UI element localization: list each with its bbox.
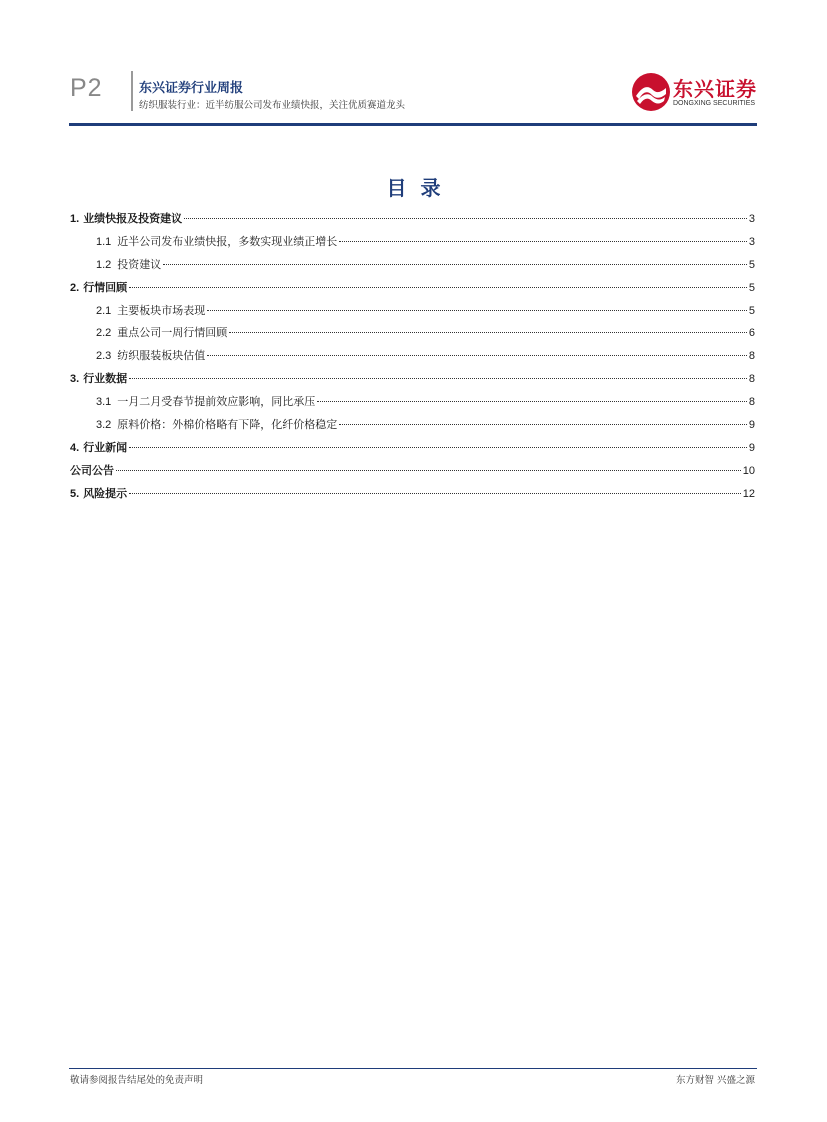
toc-entry-label <box>70 439 127 455</box>
toc-entry-text: 纺织服装板块估值 <box>117 349 206 363</box>
toc-entry[interactable] <box>70 279 755 302</box>
toc-entry-number: 2.1 <box>96 304 112 317</box>
toc-entry-page: 5 <box>748 304 755 317</box>
toc-leader-dots <box>129 447 747 448</box>
toc-entry-page: 12 <box>742 487 755 500</box>
report-name: 东兴证券行业周报 <box>139 81 244 96</box>
toc-entry-text: 行业新闻 <box>83 440 128 454</box>
company-logo <box>631 72 761 116</box>
toc-entry[interactable] <box>70 439 755 462</box>
toc-entry-text: 一月二月受春节提前效应影响，同比承压 <box>117 395 316 409</box>
toc-entry-label <box>96 347 205 363</box>
toc-entry[interactable] <box>70 347 755 370</box>
toc-entry-number: 3.2 <box>96 419 112 432</box>
toc-entry-page: 8 <box>748 350 755 363</box>
footer-slogan: 东方财智 兴盛之源 <box>675 1075 755 1086</box>
toc-entry-label <box>96 256 161 272</box>
toc-entry-text: 重点公司一周行情回顾 <box>117 326 228 340</box>
toc-list <box>70 210 755 508</box>
toc-leader-dots <box>184 218 747 219</box>
toc-entry[interactable] <box>70 302 755 325</box>
toc-entry-text: 投资建议 <box>117 257 162 271</box>
logo-name-en: DONGXING SECURITIES <box>673 100 756 107</box>
toc-leader-dots <box>339 424 747 425</box>
toc-entry-number: 2.3 <box>96 350 112 363</box>
toc-entry-label <box>70 210 182 226</box>
toc-entry-number: 4. <box>70 441 80 454</box>
toc-entry[interactable] <box>70 370 755 393</box>
page-number: P2 <box>70 74 103 102</box>
toc-entry-number: 1. <box>70 213 80 225</box>
toc-entry-page: 3 <box>748 213 755 225</box>
toc-entry[interactable] <box>70 324 755 347</box>
toc-entry-text: 业绩快报及投资建议 <box>83 212 183 225</box>
toc-entry[interactable] <box>70 393 755 416</box>
toc-leader-dots <box>317 401 747 402</box>
toc-entry-text: 近半公司发布业绩快报，多数实现业绩正增长 <box>117 234 338 248</box>
toc-entry-label <box>96 302 205 318</box>
toc-leader-dots <box>229 332 747 333</box>
toc-entry[interactable] <box>70 256 755 279</box>
toc-entry-text: 主要板块市场表现 <box>117 303 206 317</box>
toc-entry-label <box>70 370 127 386</box>
toc-entry-number: 3.1 <box>96 396 112 409</box>
toc-entry-label <box>96 233 337 249</box>
toc-entry-label <box>96 393 315 409</box>
toc-entry[interactable] <box>70 485 755 508</box>
toc-entry-label <box>70 279 127 295</box>
toc-entry[interactable] <box>70 416 755 439</box>
toc-entry-text: 风险提示 <box>83 486 128 500</box>
toc-leader-dots <box>339 241 747 242</box>
toc-leader-dots <box>163 264 747 265</box>
toc-entry-text: 行情回顾 <box>83 280 128 294</box>
logo-mark-icon <box>631 72 671 112</box>
toc-leader-dots <box>207 355 747 356</box>
toc-entry[interactable] <box>70 233 755 256</box>
toc-entry-number: 1.2 <box>96 258 112 271</box>
disclaimer-note: 敬请参阅报告结尾处的免责声明 <box>70 1075 204 1086</box>
toc-entry-page: 9 <box>748 419 755 432</box>
toc-entry-number: 1.1 <box>96 235 112 248</box>
toc-entry-page: 9 <box>748 441 755 454</box>
toc-entry-page: 8 <box>748 396 755 409</box>
toc-entry-number: 2. <box>70 281 80 294</box>
toc-entry-text: 原料价格：外棉价格略有下降，化纤价格稳定 <box>117 418 338 432</box>
toc-entry-page: 6 <box>748 327 755 340</box>
toc-entry-number: 3. <box>70 373 80 386</box>
toc-entry-label <box>96 416 337 432</box>
toc-entry-label <box>96 324 227 340</box>
header-rule <box>69 123 757 126</box>
toc-entry-page: 5 <box>748 281 755 294</box>
toc-entry-page: 3 <box>748 235 755 248</box>
toc-leader-dots <box>116 470 741 471</box>
toc-entry-text: 公司公告 <box>70 463 114 477</box>
toc-entry-page: 10 <box>742 464 755 477</box>
header-divider <box>131 71 133 111</box>
toc-leader-dots <box>207 310 747 311</box>
toc-entry-number: 5. <box>70 487 80 500</box>
logo-name-cn: 东兴证券 <box>673 77 757 101</box>
toc-leader-dots <box>129 378 747 379</box>
toc-entry-number: 2.2 <box>96 327 112 340</box>
toc-entry[interactable] <box>70 210 755 233</box>
toc-leader-dots <box>129 287 747 288</box>
toc-entry-page: 8 <box>748 373 755 386</box>
footer-rule <box>69 1068 757 1069</box>
toc-entry-text: 行业数据 <box>83 372 128 386</box>
toc-entry[interactable] <box>70 462 755 485</box>
toc-leader-dots <box>129 493 741 494</box>
toc-entry-label <box>70 485 127 501</box>
toc-title: 目录 <box>386 176 455 200</box>
report-subtitle: 纺织服装行业：近半纺服公司发布业绩快报，关注优质赛道龙头 <box>139 100 406 111</box>
toc-entry-label <box>70 462 114 478</box>
toc-entry-page: 5 <box>748 258 755 271</box>
